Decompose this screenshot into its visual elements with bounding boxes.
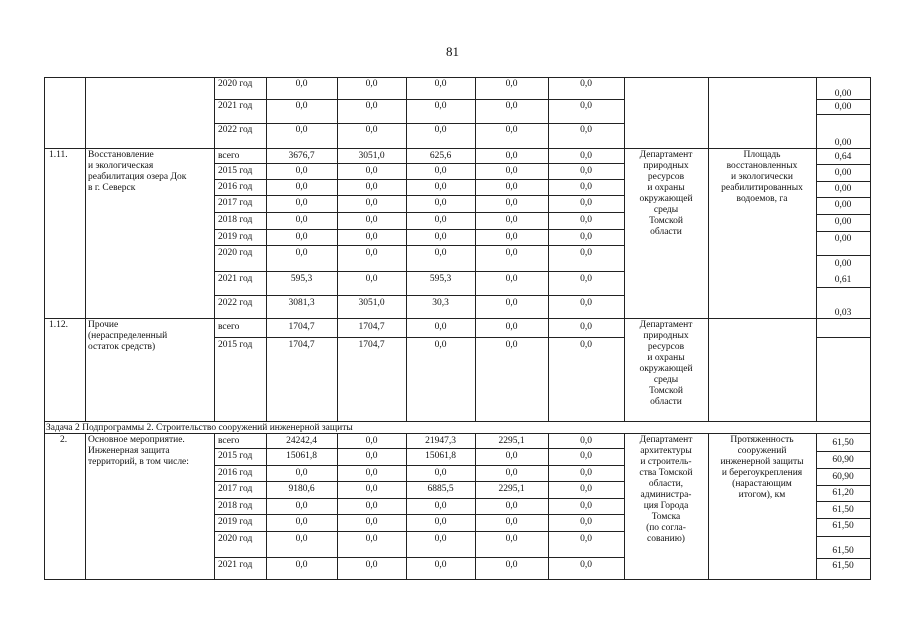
department: области,	[648, 479, 684, 489]
item-2-row-year: 2017 год	[218, 484, 253, 494]
department: природных	[643, 161, 689, 171]
item-2-row-value: 9180,6	[288, 484, 315, 494]
item-name: (нераспределенный	[88, 331, 168, 341]
item-111-row-value: 0,0	[365, 198, 378, 208]
cont-row-value: 0,0	[434, 101, 447, 111]
item-111-row-value: 0,0	[505, 166, 518, 176]
item-2-row-value: 2295,1	[498, 484, 525, 494]
item-111-row-value: 595,3	[290, 274, 313, 284]
department: и охраны	[647, 183, 685, 193]
item-111-row-indicator: 0,00	[834, 259, 852, 269]
item-112-row-value: 0,0	[505, 322, 518, 332]
cont-row-year: 2021 год	[218, 101, 253, 111]
item-111-row-year: 2021 год	[218, 274, 253, 284]
item-name: и экологическая	[88, 161, 154, 171]
table-rule	[816, 558, 871, 559]
department: Департамент	[639, 150, 693, 160]
item-111-row-year: всего	[218, 151, 240, 161]
item-2-row-value: 2295,1	[498, 436, 525, 446]
cont-row-value: 0,0	[505, 125, 518, 135]
item-111-row-value: 0,0	[365, 232, 378, 242]
table-rule	[816, 501, 871, 502]
item-2-row-indicator: 61,50	[832, 561, 854, 571]
item-111-row-value: 0,0	[365, 182, 378, 192]
item-111-row-value: 0,0	[580, 198, 592, 208]
department: Томской	[649, 216, 683, 226]
item-name: Восстановление	[88, 150, 154, 160]
item-2-row-value: 0,0	[365, 517, 378, 527]
item-2-row-value: 0,0	[295, 560, 308, 570]
item-2-row-value: 0,0	[295, 501, 308, 511]
indicator-name: водоемов, га	[736, 194, 788, 204]
item-111-row-value: 0,0	[434, 248, 447, 258]
item-2-row-value: 24242,4	[286, 436, 317, 446]
item-111-row-year: 2016 год	[218, 182, 253, 192]
indicator-name: сооружений	[737, 446, 787, 456]
item-111-row-indicator: 0,00	[834, 168, 852, 178]
item-111-row-value: 0,0	[580, 274, 592, 284]
indicator-name: и экологически	[731, 172, 793, 182]
item-2-row-value: 0,0	[365, 501, 378, 511]
table-rule	[406, 433, 407, 580]
item-2-row-value: 0,0	[580, 468, 592, 478]
item-2-row-indicator: 61,50	[832, 438, 854, 448]
item-2-row-value: 0,0	[295, 468, 308, 478]
cont-row-value: 0,0	[365, 125, 378, 135]
department: природных	[643, 331, 689, 341]
item-name: реабилитация озера Док	[88, 172, 187, 182]
item-number: 1.12.	[49, 320, 68, 330]
table-rule	[214, 531, 625, 532]
table-rule	[816, 451, 871, 452]
table-rule	[816, 485, 871, 486]
item-111-row-value: 0,0	[505, 232, 518, 242]
item-112-row-value: 1704,7	[358, 322, 385, 332]
table-rule	[214, 245, 625, 246]
item-112-row-value: 1704,7	[288, 322, 315, 332]
table-rule	[548, 77, 549, 422]
item-2-row-value: 0,0	[580, 501, 592, 511]
item-111-row-value: 0,0	[434, 166, 447, 176]
table-rule	[406, 77, 407, 422]
table-rule	[214, 481, 625, 482]
table-rule	[85, 433, 86, 580]
table-rule	[44, 421, 871, 422]
item-111-row-value: 0,0	[434, 232, 447, 242]
cont-row-year: 2022 год	[218, 125, 253, 135]
indicator-name: итогом), км	[738, 490, 786, 500]
item-111-row-value: 0,0	[505, 215, 518, 225]
table-rule	[816, 214, 871, 215]
item-2-row-value: 0,0	[580, 560, 592, 570]
item-111-row-indicator: 0,00	[834, 200, 852, 210]
department: среды	[653, 375, 679, 385]
table-rule	[816, 287, 871, 288]
table-rule	[816, 181, 871, 182]
department: (по согла-	[646, 523, 686, 533]
item-2-row-value: 0,0	[434, 534, 447, 544]
item-2-row-indicator: 60,90	[832, 472, 854, 482]
indicator-name: Протяженность	[730, 435, 794, 445]
item-2-row-value: 0,0	[580, 436, 592, 446]
item-2-row-value: 0,0	[434, 517, 447, 527]
item-111-row-year: 2020 год	[218, 248, 253, 258]
item-111-row-indicator: 0,64	[834, 152, 852, 162]
cont-row-indicator: 0,00	[834, 138, 852, 148]
item-111-row-value: 0,0	[580, 248, 592, 258]
item-2-row-value: 0,0	[434, 501, 447, 511]
item-2-row-value: 0,0	[505, 517, 518, 527]
item-111-row-value: 0,0	[580, 232, 592, 242]
item-111-row-value: 0,0	[505, 298, 518, 308]
item-111-row-value: 0,0	[434, 182, 447, 192]
item-112-row-value: 0,0	[434, 322, 447, 332]
table-rule	[624, 77, 625, 422]
item-111-row-value: 0,0	[295, 215, 308, 225]
cont-row-value: 0,0	[365, 79, 378, 89]
item-112-row-year: всего	[218, 322, 240, 332]
item-name: Прочие	[88, 320, 119, 330]
cont-row-value: 0,0	[505, 101, 518, 111]
table-rule	[214, 271, 625, 272]
item-number: 2.	[60, 435, 68, 445]
department: администра-	[640, 490, 692, 500]
item-111-row-value: 595,3	[429, 274, 452, 284]
item-111-row-value: 0,0	[580, 215, 592, 225]
cont-row-value: 0,0	[580, 79, 592, 89]
item-2-row-value: 0,0	[505, 501, 518, 511]
table-rule	[214, 163, 625, 164]
table-rule	[624, 433, 625, 580]
item-111-row-value: 3051,0	[358, 298, 385, 308]
item-2-row-value: 0,0	[365, 468, 378, 478]
department: ция Города	[643, 501, 689, 511]
item-2-row-value: 0,0	[505, 534, 518, 544]
department: окружающей	[639, 364, 693, 374]
item-2-row-value: 0,0	[365, 451, 378, 461]
department: и охраны	[647, 353, 685, 363]
table-rule	[266, 77, 267, 422]
item-2-row-indicator: 61,50	[832, 521, 854, 531]
cont-row-value: 0,0	[295, 79, 308, 89]
department: ресурсов	[647, 342, 685, 352]
item-112-row-value: 0,0	[580, 322, 592, 332]
item-111-row-indicator: 0,00	[834, 234, 852, 244]
table-rule	[214, 123, 625, 124]
item-2-row-value: 0,0	[505, 451, 518, 461]
table-rule	[214, 465, 625, 466]
table-rule	[214, 195, 625, 196]
table-rule	[708, 433, 709, 580]
table-rule	[214, 77, 625, 78]
item-2-row-indicator: 61,20	[832, 488, 854, 498]
cont-row-indicator: 0,00	[834, 89, 852, 99]
cont-row-value: 0,0	[295, 101, 308, 111]
table-rule	[214, 557, 625, 558]
item-2-row-value: 0,0	[295, 517, 308, 527]
table-rule	[816, 468, 871, 469]
item-name: Инженерная защита	[88, 446, 170, 456]
cont-row-value: 0,0	[295, 125, 308, 135]
indicator-name: инженерной защиты	[720, 457, 804, 467]
item-112-row-value: 0,0	[434, 340, 447, 350]
item-111-row-indicator: 0,03	[834, 308, 852, 318]
table-rule	[214, 229, 625, 230]
item-name: остаток средств)	[88, 342, 156, 352]
table-rule	[337, 433, 338, 580]
item-111-row-value: 3676,7	[288, 151, 315, 161]
item-2-row-value: 0,0	[580, 451, 592, 461]
item-111-row-year: 2015 год	[218, 166, 253, 176]
table-rule	[214, 433, 215, 580]
table-rule	[44, 433, 871, 434]
table-rule	[816, 536, 871, 537]
item-2-row-value: 21947,3	[425, 436, 456, 446]
item-111-row-value: 0,0	[434, 215, 447, 225]
item-111-row-value: 0,0	[505, 248, 518, 258]
table-rule	[816, 337, 871, 338]
department: области	[650, 397, 682, 407]
indicator-name: и берегоукрепления	[721, 468, 803, 478]
item-111-row-value: 0,0	[295, 248, 308, 258]
item-2-row-value: 6885,5	[427, 484, 454, 494]
indicator-name: реабилитированных	[721, 183, 803, 193]
item-2-row-value: 0,0	[580, 484, 592, 494]
item-2-row-value: 0,0	[580, 534, 592, 544]
department: области	[650, 227, 682, 237]
item-111-row-value: 0,0	[295, 166, 308, 176]
department: и строитель-	[640, 457, 692, 467]
item-111-row-value: 0,0	[580, 166, 592, 176]
department: среды	[653, 205, 679, 215]
item-111-row-value: 0,0	[365, 248, 378, 258]
item-2-row-value: 0,0	[505, 560, 518, 570]
table-rule	[870, 77, 871, 580]
item-name: в г. Северск	[88, 183, 136, 193]
item-111-row-value: 0,0	[580, 298, 592, 308]
item-112-row-value: 0,0	[580, 340, 592, 350]
item-2-row-value: 0,0	[365, 436, 378, 446]
item-111-row-value: 30,3	[432, 298, 449, 308]
table-rule	[44, 579, 871, 580]
table-rule	[44, 148, 871, 149]
item-111-row-value: 0,0	[580, 151, 592, 161]
item-111-row-indicator: 0,00	[834, 217, 852, 227]
item-2-row-year: 2018 год	[218, 501, 253, 511]
table-rule	[816, 433, 817, 580]
cont-row-value: 0,0	[580, 101, 592, 111]
table-rule	[214, 514, 625, 515]
table-rule	[266, 433, 267, 580]
item-111-row-value: 0,0	[580, 182, 592, 192]
item-2-row-value: 0,0	[505, 468, 518, 478]
section-heading: Задача 2 Подпрограммы 2. Строительство сооружений инженерной защиты	[46, 423, 353, 433]
department: Департамент	[639, 435, 693, 445]
table-rule	[214, 295, 625, 296]
item-2-row-year: 2019 год	[218, 517, 253, 527]
page-number: 81	[446, 44, 459, 59]
table-rule	[816, 114, 871, 115]
table-rule	[214, 498, 625, 499]
item-2-row-value: 15061,8	[286, 451, 317, 461]
cont-row-value: 0,0	[434, 79, 447, 89]
item-112-row-value: 0,0	[505, 340, 518, 350]
item-111-row-year: 2018 год	[218, 215, 253, 225]
table-rule	[214, 448, 625, 449]
item-2-row-value: 0,0	[580, 517, 592, 527]
indicator-name: (нарастающим	[732, 479, 792, 489]
cont-row-value: 0,0	[365, 101, 378, 111]
table-rule	[214, 99, 625, 100]
department: Томской	[649, 386, 683, 396]
indicator-name: Площадь	[743, 150, 781, 160]
item-2-row-year: 2020 год	[218, 534, 253, 544]
item-111-row-value: 0,0	[434, 198, 447, 208]
item-112-row-year: 2015 год	[218, 340, 253, 350]
department: Департамент	[639, 320, 693, 330]
cont-row-year: 2020 год	[218, 79, 253, 89]
table-rule	[475, 77, 476, 422]
item-112-row-value: 1704,7	[358, 340, 385, 350]
item-112-row-value: 1704,7	[288, 340, 315, 350]
item-2-row-value: 0,0	[295, 534, 308, 544]
item-111-row-value: 0,0	[505, 182, 518, 192]
item-111-row-year: 2017 год	[218, 198, 253, 208]
cont-row-value: 0,0	[505, 79, 518, 89]
cont-row-value: 0,0	[434, 125, 447, 135]
item-2-row-value: 0,0	[365, 534, 378, 544]
table-rule	[816, 164, 871, 165]
item-name: Основное мероприятие.	[88, 435, 185, 445]
item-111-row-value: 0,0	[365, 166, 378, 176]
item-2-row-year: 2015 год	[218, 451, 253, 461]
item-111-row-value: 0,0	[505, 274, 518, 284]
table-rule	[214, 337, 625, 338]
item-111-row-value: 0,0	[295, 232, 308, 242]
item-2-row-value: 0,0	[365, 484, 378, 494]
item-2-row-indicator: 61,50	[832, 546, 854, 556]
item-2-row-indicator: 60,90	[832, 455, 854, 465]
item-111-row-value: 3051,0	[358, 151, 385, 161]
table-rule	[475, 433, 476, 580]
item-111-row-value: 0,0	[295, 198, 308, 208]
item-2-row-value: 15061,8	[425, 451, 456, 461]
department: ства Томской	[639, 468, 693, 478]
department: окружающей	[639, 194, 693, 204]
table-rule	[548, 433, 549, 580]
indicator-name: восстановленных	[726, 161, 798, 171]
item-2-row-value: 0,0	[434, 468, 447, 478]
item-2-row-year: всего	[218, 436, 240, 446]
department: сованию)	[647, 534, 685, 544]
cont-row-indicator: 0,00	[834, 102, 852, 112]
item-111-row-indicator: 0,00	[834, 184, 852, 194]
item-111-row-year: 2019 год	[218, 232, 253, 242]
item-111-row-indicator: 0,61	[834, 275, 852, 285]
item-111-row-value: 3081,3	[288, 298, 315, 308]
department: Томска	[651, 512, 681, 522]
item-111-row-year: 2022 год	[218, 298, 253, 308]
table-rule	[337, 77, 338, 422]
item-number: 1.11.	[49, 150, 68, 160]
item-2-row-value: 0,0	[434, 560, 447, 570]
item-111-row-value: 0,0	[365, 274, 378, 284]
table-rule	[85, 77, 86, 422]
item-2-row-year: 2016 год	[218, 468, 253, 478]
item-111-row-value: 0,0	[295, 182, 308, 192]
item-111-row-value: 0,0	[505, 198, 518, 208]
item-111-row-value: 625,6	[429, 151, 452, 161]
table-rule	[44, 318, 871, 319]
item-2-row-indicator: 61,50	[832, 505, 854, 515]
item-111-row-value: 0,0	[505, 151, 518, 161]
table-rule	[44, 77, 45, 580]
item-111-row-value: 0,0	[365, 215, 378, 225]
table-rule	[214, 77, 215, 422]
table-rule	[708, 77, 709, 422]
table-rule	[816, 77, 817, 422]
cont-row-value: 0,0	[580, 125, 592, 135]
department: ресурсов	[647, 172, 685, 182]
table-rule	[816, 231, 871, 232]
table-rule	[816, 255, 871, 256]
table-rule	[214, 212, 625, 213]
table-rule	[816, 518, 871, 519]
item-name: территорий, в том числе:	[88, 457, 189, 467]
table-rule	[816, 197, 871, 198]
department: архитектуры	[640, 446, 692, 456]
table-rule	[214, 179, 625, 180]
item-2-row-value: 0,0	[365, 560, 378, 570]
item-2-row-year: 2021 год	[218, 560, 253, 570]
